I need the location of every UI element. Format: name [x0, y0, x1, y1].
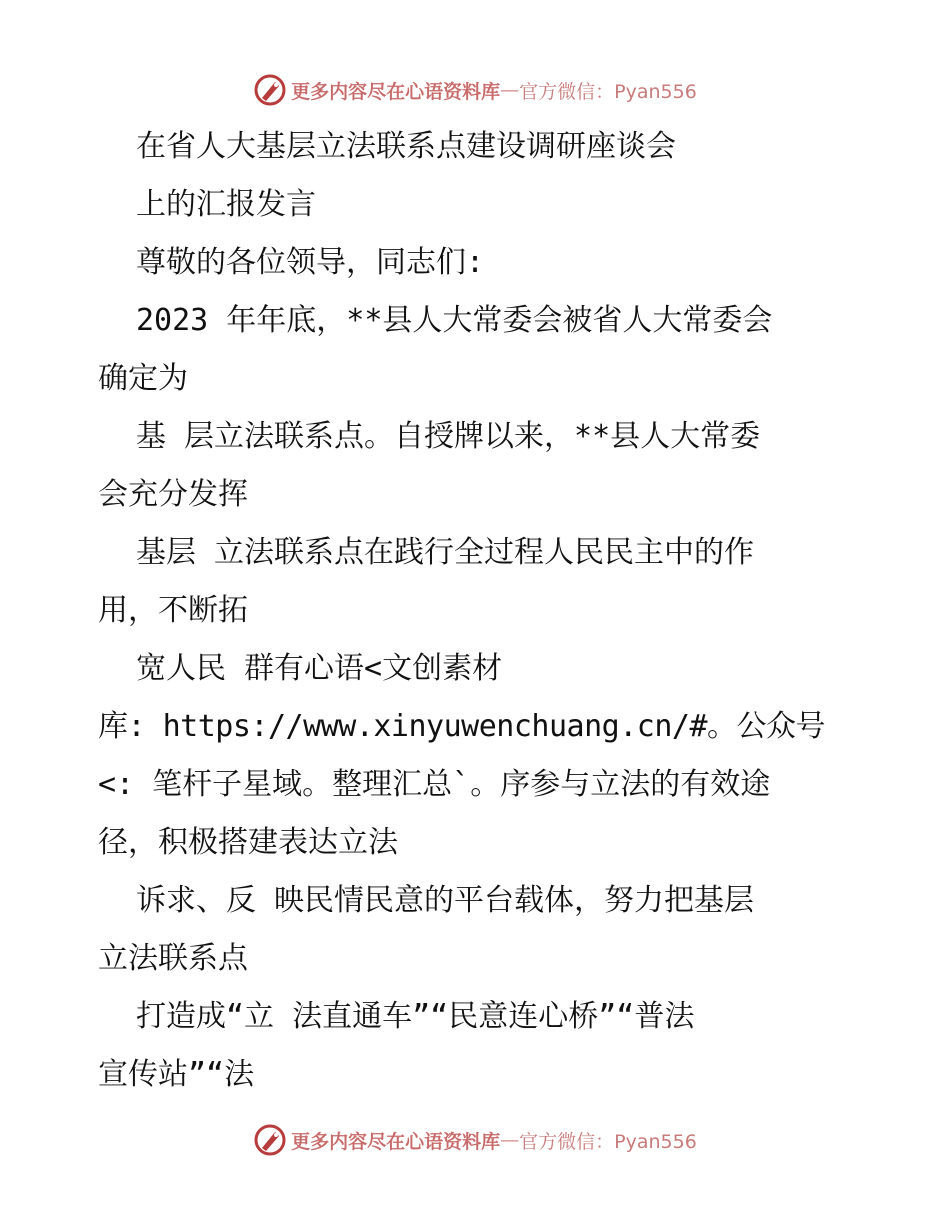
title-line-1: 在省人大基层立法联系点建设调研座谈会	[136, 129, 676, 164]
header-banner	[0, 70, 950, 110]
banner-wechat-text: 官方微信：Pyan556	[519, 1130, 697, 1153]
paragraph-line-url: 库: https://www.xinyuwenchuang.cn/#。公众号	[98, 709, 826, 744]
paragraph-line: 打造成“立 法直通车”“民意连心桥”“普法	[136, 999, 695, 1034]
paragraph-line: 宣传站”“法	[98, 1057, 255, 1092]
pen-nib-logo-icon	[253, 73, 287, 107]
paragraph-line: 立法联系点	[98, 941, 248, 976]
pen-nib-logo-icon	[253, 1123, 287, 1157]
title-line-2: 上的汇报发言	[136, 187, 316, 222]
salutation-line: 尊敬的各位领导，同志们:	[136, 245, 485, 280]
paragraph-line: 会充分发挥	[98, 477, 248, 512]
paragraph-line: 基 层立法联系点。自授牌以来，**县人大常委	[136, 419, 761, 454]
paragraph-line: 确定为	[98, 361, 188, 396]
banner-main-text: 更多内容尽在心语资料库	[291, 1130, 501, 1153]
paragraph-line: 基层 立法联系点在践行全过程人民民主中的作	[136, 535, 755, 570]
banner-main-text: 更多内容尽在心语资料库	[291, 80, 501, 103]
paragraph-line: 2023 年年底，**县人大常委会被省人大常委会	[136, 303, 773, 338]
banner-separator: —	[500, 1129, 520, 1151]
document-body	[98, 118, 858, 1104]
paragraph-line: 宽人民 群有心语<文创素材	[136, 651, 503, 686]
paragraph-line: 径，积极搭建表达立法	[98, 825, 398, 860]
banner-wechat-text: 官方微信：Pyan556	[519, 80, 697, 103]
paragraph-line: 诉求、反 映民情民意的平台载体，努力把基层	[136, 883, 755, 918]
footer-banner	[0, 1120, 950, 1160]
banner-separator: —	[500, 79, 520, 101]
paragraph-line: 用，不断拓	[98, 593, 248, 628]
paragraph-line: <: 笔杆子星域。整理汇总`。序参与立法的有效途	[98, 767, 771, 802]
